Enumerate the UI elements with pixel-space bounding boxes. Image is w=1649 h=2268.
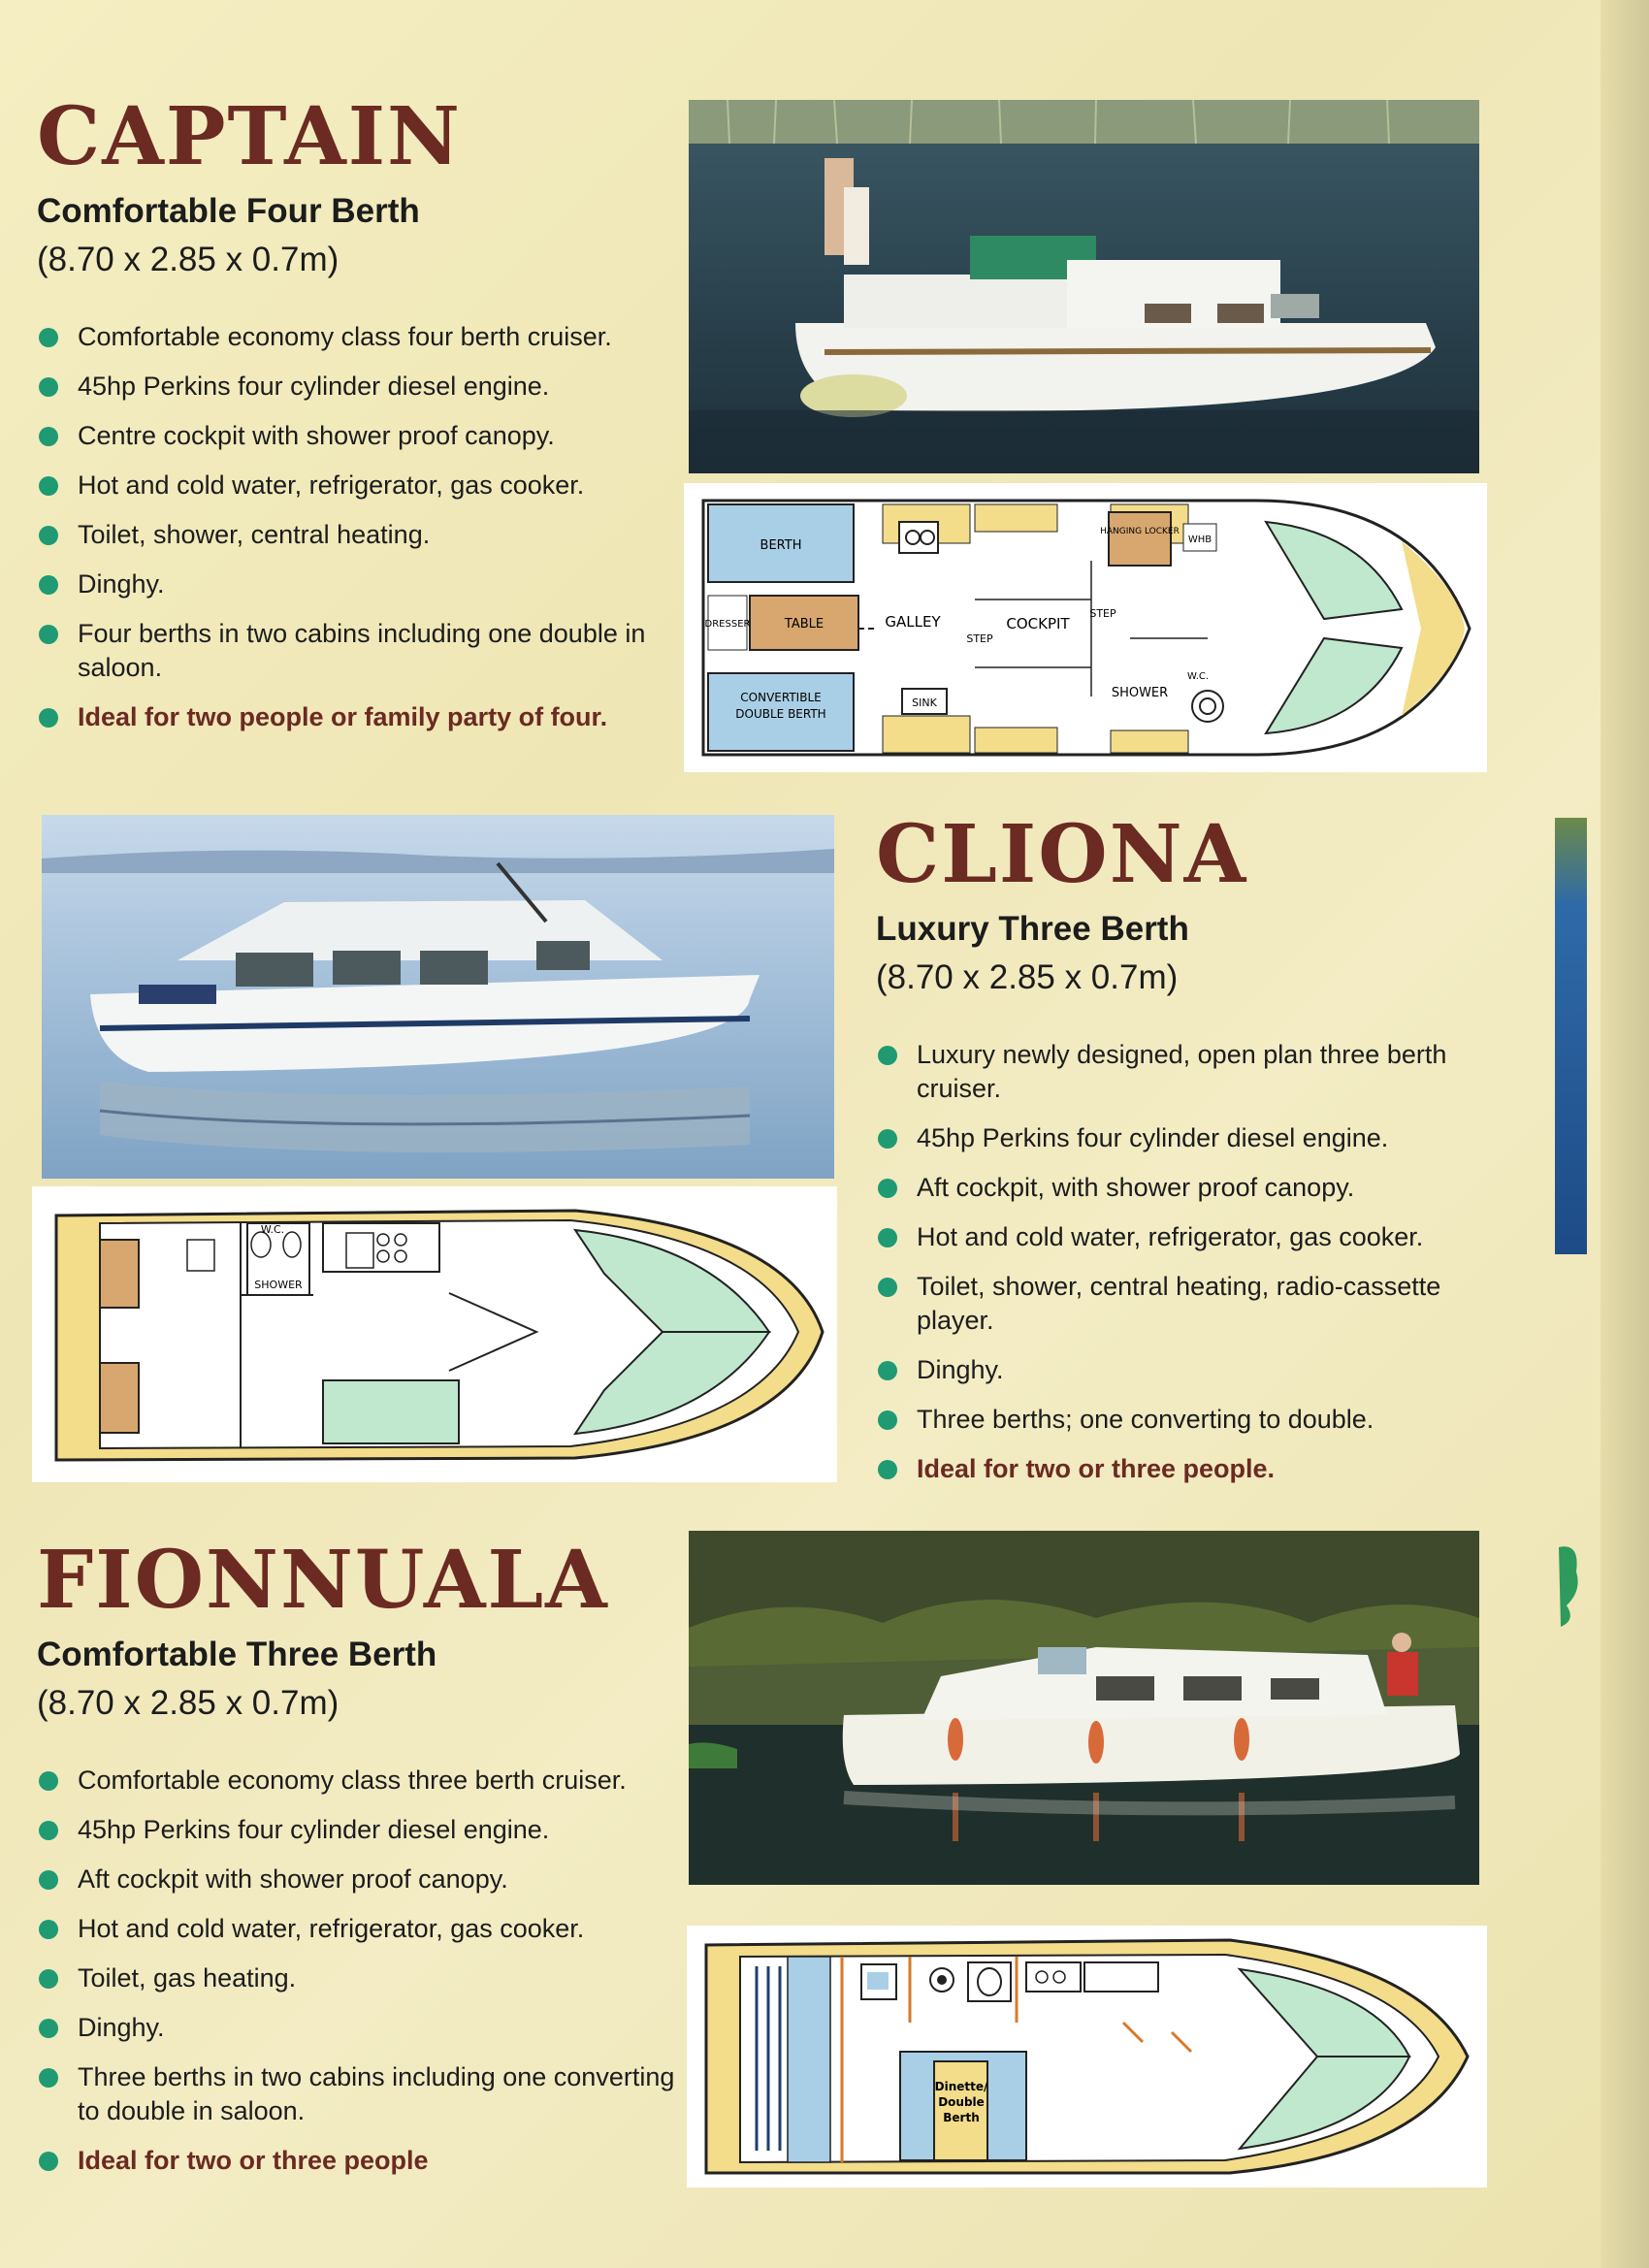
plan-label: WHB: [1187, 535, 1212, 545]
boat-subtitle: Comfortable Three Berth: [37, 1636, 437, 1673]
fionnuala-floor-plan: [687, 1926, 1487, 2187]
side-tab-leaf: [1555, 1538, 1582, 1630]
plan-label: DOUBLE BERTH: [735, 707, 826, 721]
feature-item: Comfortable economy class four berth cruiser.: [37, 320, 677, 354]
page-edge: [1600, 0, 1649, 2268]
boat-title: CAPTAIN: [37, 90, 463, 183]
feature-item: Hot and cold water, refrigerator, gas cooker.: [37, 469, 677, 502]
feature-item: 45hp Perkins four cylinder diesel engine.: [37, 1813, 677, 1847]
cliona-photo: [42, 815, 834, 1179]
plan-label: GALLEY: [885, 613, 941, 631]
captain-floor-plan: [684, 483, 1487, 772]
feature-item: Luxury newly designed, open plan three berth cruiser.: [876, 1038, 1506, 1106]
feature-item: 45hp Perkins four cylinder diesel engine.: [37, 370, 677, 404]
feature-item: Four berths in two cabins including one double in saloon.: [37, 617, 677, 685]
feature-item: Three berths in two cabins including one converting to double in saloon.: [37, 2060, 677, 2128]
boat-title: FIONNUALA: [37, 1534, 609, 1627]
plan-label: W.C.: [260, 1223, 285, 1236]
boat-subtitle: Luxury Three Berth: [876, 910, 1189, 948]
feature-item: Toilet, gas heating.: [37, 1961, 677, 1995]
plan-label: W.C.: [1186, 671, 1210, 682]
captain-photo: [689, 100, 1479, 473]
plan-label: TABLE: [784, 617, 824, 632]
feature-item: Toilet, shower, central heating, radio-cassette player.: [876, 1270, 1506, 1338]
boat-dimensions: (8.70 x 2.85 x 0.7m): [37, 241, 340, 278]
plan-label: COCKPIT: [1006, 615, 1070, 632]
cliona-text: [876, 808, 1506, 1502]
feature-item: Toilet, shower, central heating.: [37, 518, 677, 552]
feature-item: Centre cockpit with shower proof canopy.: [37, 419, 677, 453]
feature-item: Hot and cold water, refrigerator, gas cooker.: [37, 1912, 677, 1946]
feature-item: Three berths; one converting to double.: [876, 1403, 1506, 1437]
feature-item: 45hp Perkins four cylinder diesel engine.: [876, 1121, 1506, 1155]
boat-dimensions: (8.70 x 2.85 x 0.7m): [37, 1684, 340, 1722]
side-tab-blue: [1555, 818, 1587, 1254]
feature-item: Dinghy.: [876, 1353, 1506, 1387]
feature-list: [37, 320, 677, 734]
cliona-floor-plan: [32, 1186, 837, 1482]
fionnuala-text: [37, 1534, 677, 2193]
boat-dimensions: (8.70 x 2.85 x 0.7m): [876, 958, 1179, 996]
plan-label: Dinette/: [934, 2080, 988, 2093]
feature-item: Dinghy.: [37, 2011, 677, 2045]
ideal-for: Ideal for two people or family party of four.: [37, 700, 677, 734]
plan-label: DRESSER: [704, 619, 751, 630]
feature-list: [37, 1764, 677, 2178]
feature-item: Aft cockpit with shower proof canopy.: [37, 1863, 677, 1896]
plan-label: STEP: [966, 632, 993, 645]
ideal-for: Ideal for two or three people: [37, 2144, 677, 2178]
captain-text: [37, 90, 677, 750]
plan-label: SINK: [912, 697, 937, 709]
plan-label: SHOWER: [254, 1279, 303, 1291]
feature-item: Hot and cold water, refrigerator, gas cooker.: [876, 1220, 1506, 1254]
boat-title: CLIONA: [876, 808, 1248, 901]
fionnuala-photo: [689, 1531, 1479, 1885]
feature-item: Dinghy.: [37, 567, 677, 601]
plan-label: BERTH: [760, 538, 802, 553]
plan-label: HANGING LOCKER: [1100, 527, 1180, 536]
plan-label: Double: [938, 2095, 985, 2109]
feature-list: [876, 1038, 1506, 1486]
plan-label: STEP: [1089, 607, 1116, 620]
plan-label: SHOWER: [1111, 686, 1169, 700]
plan-label: CONVERTIBLE: [740, 691, 822, 704]
feature-item: Comfortable economy class three berth cruiser.: [37, 1764, 677, 1798]
ideal-for: Ideal for two or three people.: [876, 1452, 1506, 1486]
feature-item: Aft cockpit, with shower proof canopy.: [876, 1171, 1506, 1205]
boat-subtitle: Comfortable Four Berth: [37, 192, 420, 230]
plan-label: Berth: [943, 2111, 980, 2124]
